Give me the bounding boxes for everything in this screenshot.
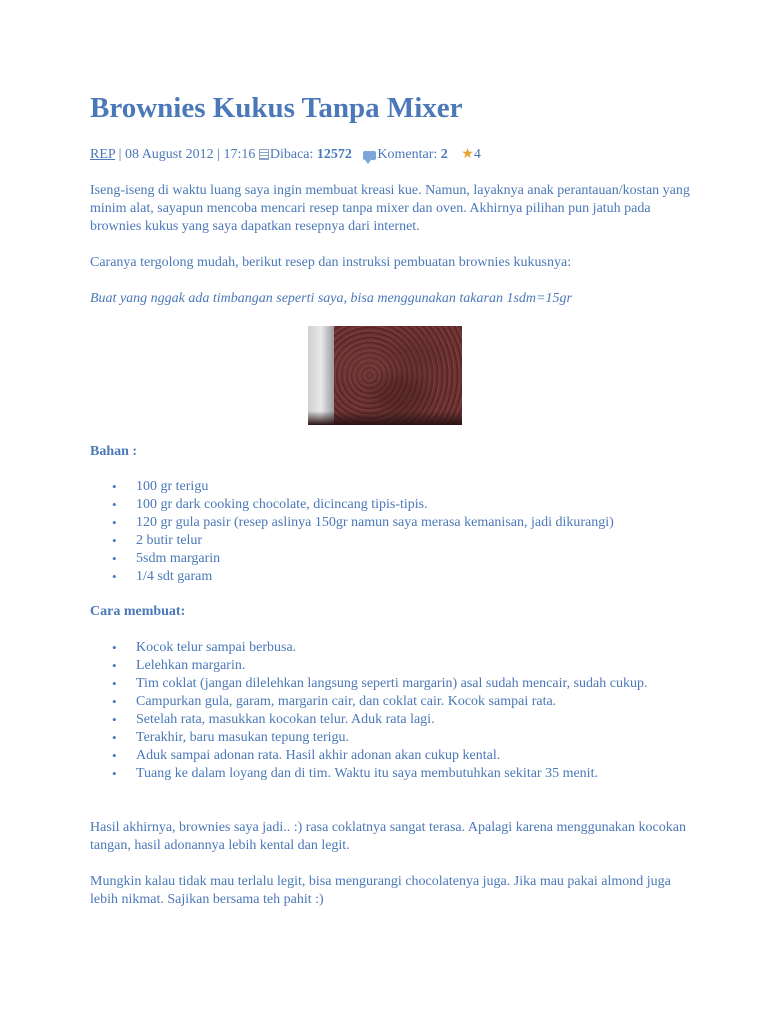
step-item: • Lelehkan margarin.: [90, 657, 660, 675]
ingredients-heading: Bahan :: [90, 444, 138, 459]
article-meta: [90, 146, 481, 164]
article-title: Brownies Kukus Tanpa Mixer: [90, 92, 463, 124]
post-time: 17:16: [223, 147, 256, 162]
rating-value: 4: [473, 147, 481, 162]
ingredient-item: • 120 gr gula pasir (resep aslinya 150gr namun saya merasa kemanisan, jadi dikurangi): [90, 514, 660, 532]
intro-paragraph: Iseng-iseng di waktu luang saya ingin membuat kreasi kue. Namun, layaknya anak perantauan/kostan yang minim alat, sayapun mencoba mencari resep tanpa mixer dan oven. Akhirnya pilihan pun jatuh pada brownies kukus yang saya dapatkan resepnya dari internet.: [90, 183, 690, 234]
step-item: • Kocok telur sampai berbusa.: [90, 639, 660, 657]
ingredient-item: • 2 butir telur: [90, 532, 660, 550]
document-icon: [259, 149, 269, 160]
step-item: • Terakhir, baru masukan tepung terigu.: [90, 729, 660, 747]
step-item: • Tim coklat (jangan dilelehkan langsung seperti margarin) asal sudah mencair, sudah cukup.: [90, 675, 660, 693]
author-link[interactable]: REP: [90, 147, 116, 162]
comment-count[interactable]: 2: [440, 147, 448, 162]
closing-paragraph: Mungkin kalau tidak mau terlalu legit, bisa mengurangi chocolatenya juga. Jika mau pakai almond juga lebih nikmat. Sajikan bersama teh pahit :): [90, 874, 671, 907]
read-count: 12572: [316, 147, 352, 162]
steps-list: [90, 639, 660, 783]
step-item: • Campurkan gula, garam, margarin cair, dan coklat cair. Kocok sampai rata.: [90, 693, 660, 711]
comment-label[interactable]: Komentar:: [377, 147, 438, 162]
star-icon: ★: [461, 147, 474, 162]
measurement-note: Buat yang nggak ada timbangan seperti saya, bisa menggunakan takaran 1sdm=15gr: [90, 291, 572, 306]
step-item: • Aduk sampai adonan rata. Hasil akhir adonan akan cukup kental.: [90, 747, 660, 765]
meta-separator: |: [115, 147, 125, 162]
result-paragraph: Hasil akhirnya, brownies saya jadi.. :) rasa coklatnya sangat terasa. Apalagi karena menggunakan kocokan tangan, hasil adonannya lebih kental dan legit.: [90, 820, 686, 853]
speech-bubble-icon: [363, 151, 376, 160]
ingredient-item: • 100 gr dark cooking chocolate, dicincang tipis-tipis.: [90, 496, 660, 514]
brownie-photo: [308, 326, 462, 425]
meta-separator: |: [213, 147, 224, 162]
read-label: Dibaca:: [269, 147, 314, 162]
ingredient-item: • 5sdm margarin: [90, 550, 660, 568]
step-item: • Tuang ke dalam loyang dan di tim. Waktu itu saya membutuhkan sekitar 35 menit.: [90, 765, 660, 783]
steps-heading: Cara membuat:: [90, 604, 186, 619]
method-intro-paragraph: Caranya tergolong mudah, berikut resep dan instruksi pembuatan brownies kukusnya:: [90, 255, 572, 270]
step-item: • Setelah rata, masukkan kocokan telur. Aduk rata lagi.: [90, 711, 660, 729]
ingredient-item: • 100 gr terigu: [90, 478, 660, 496]
ingredient-item: • 1/4 sdt garam: [90, 568, 660, 586]
ingredients-list: [90, 478, 660, 586]
post-date: 08 August 2012: [124, 147, 214, 162]
